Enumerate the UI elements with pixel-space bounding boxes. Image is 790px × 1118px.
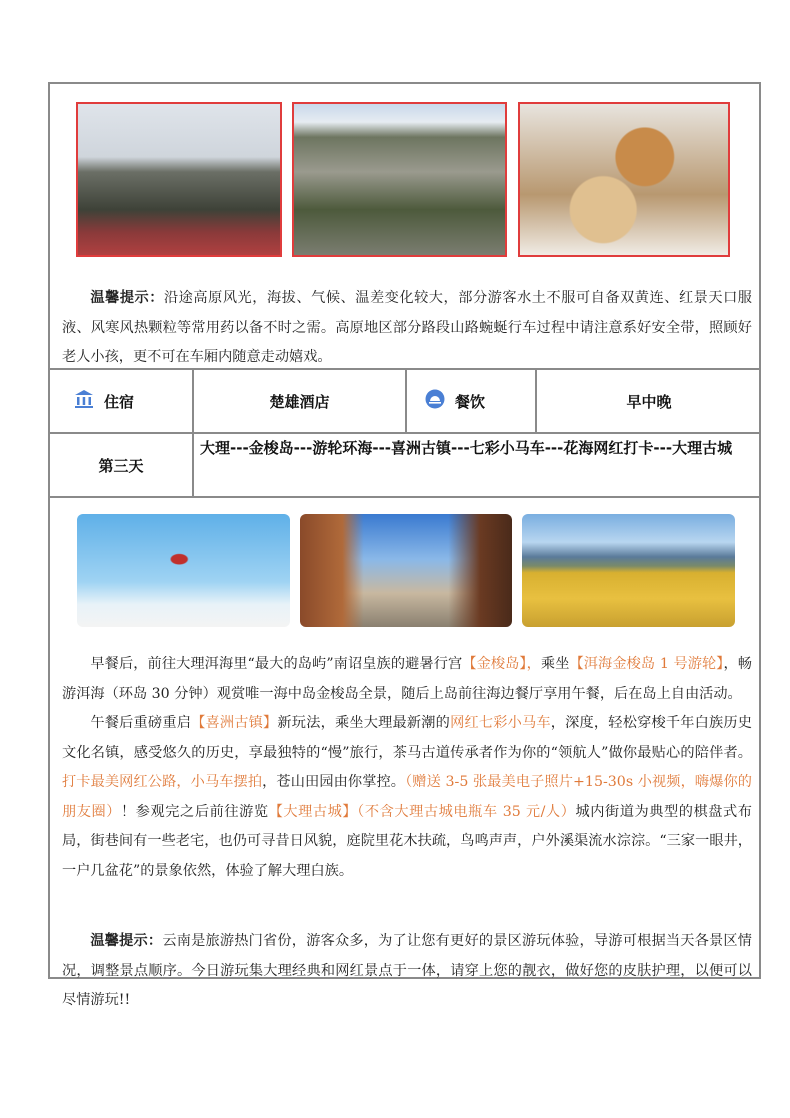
text: 新玩法，乘坐大理最新潮的 xyxy=(277,715,451,731)
highlight: 打卡最美网红公路，小马车摆拍 xyxy=(62,774,263,790)
tip-label: 温馨提示： xyxy=(90,933,163,949)
text: 午餐后重磅重启 xyxy=(90,715,192,731)
photo-woman-sky-stairs xyxy=(77,514,290,627)
photo-stone-forest-crowd xyxy=(76,102,282,257)
top-tip xyxy=(62,284,752,373)
paragraph-xizhou-dali xyxy=(62,709,752,886)
meal-label-cell xyxy=(407,370,535,432)
meal-label: 餐饮 xyxy=(455,392,486,411)
meal-value: 早中晚 xyxy=(626,392,672,411)
text: 乘坐 xyxy=(540,656,570,672)
itinerary-table xyxy=(48,82,761,1008)
text: ，苍山田园由你掌控。 xyxy=(262,774,406,790)
lodging-value: 楚雄酒店 xyxy=(269,392,330,411)
food-cloche-icon xyxy=(425,389,445,413)
day-label: 第三天 xyxy=(98,456,144,475)
text: ！参观完之后前往游览 xyxy=(121,803,269,820)
text: ，畅游洱海（环岛 30 分钟）观赏唯一海中岛金梭岛全景，随后上岛前往海边餐厅享用午餐，后在岛上自由活动。 xyxy=(62,656,752,702)
bank-building-icon xyxy=(74,389,94,413)
lodging-label: 住宿 xyxy=(104,392,135,411)
divider xyxy=(50,496,759,498)
highlight: 【喜洲古镇】 xyxy=(191,715,278,731)
photo-dali-old-town-gate xyxy=(300,514,512,627)
tip-label: 温馨提示： xyxy=(90,290,164,306)
photo-stone-forest-peaks xyxy=(292,102,507,257)
text: 早餐后，前往大理洱海里“最大的岛屿”南诏皇族的避暑行宫 xyxy=(90,656,463,672)
tip-text: 云南是旅游热门省份，游客众多，为了让您有更好的景区游玩体验，导游可根据当天各景区情况，调整景点顺序。今日游玩集大理经典和网红景点于一体，请穿上您的靓衣，做好您的皮肤护理，以便可以尽情游玩!! xyxy=(62,933,752,1008)
text: ，深度，轻松穿梭千年白族历史文化名镇，感受悠久的历史，享最独特的“慢”旅行，茶马古道传承者作为你的“领航人”做你最贴心的陪伴者。 xyxy=(62,715,752,761)
paragraph-jinsuo-island xyxy=(62,650,752,709)
highlight: （赠送 3-5 张最美电子照片+15-30s 小视频，嗨爆你的朋友圈） xyxy=(62,774,752,820)
highlight: 【大理古城】 xyxy=(268,803,358,820)
photo-rice-fields-mountains xyxy=(522,514,735,627)
photo-hotpot-feast xyxy=(518,102,730,257)
highlight: 【金梭岛】， xyxy=(462,656,541,672)
highlight: 网红七彩小马车 xyxy=(450,715,551,731)
bottom-tip xyxy=(62,927,752,1016)
text: 城内街道为典型的棋盘式布局，街巷间有一些老宅，也仍可寻昔日风貌，庭院里花木扶疏，鸟鸣声声，户外溪渠流水淙淙。“三家一眼井，一户几盆花”的景象依然，体验了解大理白族。 xyxy=(62,803,752,879)
highlight: 【洱海金梭岛 1 号游轮】 xyxy=(569,656,724,672)
lodging-label-cell xyxy=(50,370,192,432)
highlight: （不含大理古城电瓶车 35 元/人） xyxy=(357,803,576,820)
tip-text: 沿途高原风光，海拔、气候、温差变化较大，部分游客水土不服可自备双黄连、红景天口服液、风寒风热颗粒等常用药以备不时之需。高原地区部分路段山路蜿蜒行车过程中请注意系好安全带，照顾好老人小孩，更不可在车厢内随意走动嬉戏。 xyxy=(62,290,752,365)
day-route: 大理---金梭岛---游轮环海---喜洲古镇---七彩小马车---花海网红打卡---大理古城 xyxy=(200,439,733,457)
